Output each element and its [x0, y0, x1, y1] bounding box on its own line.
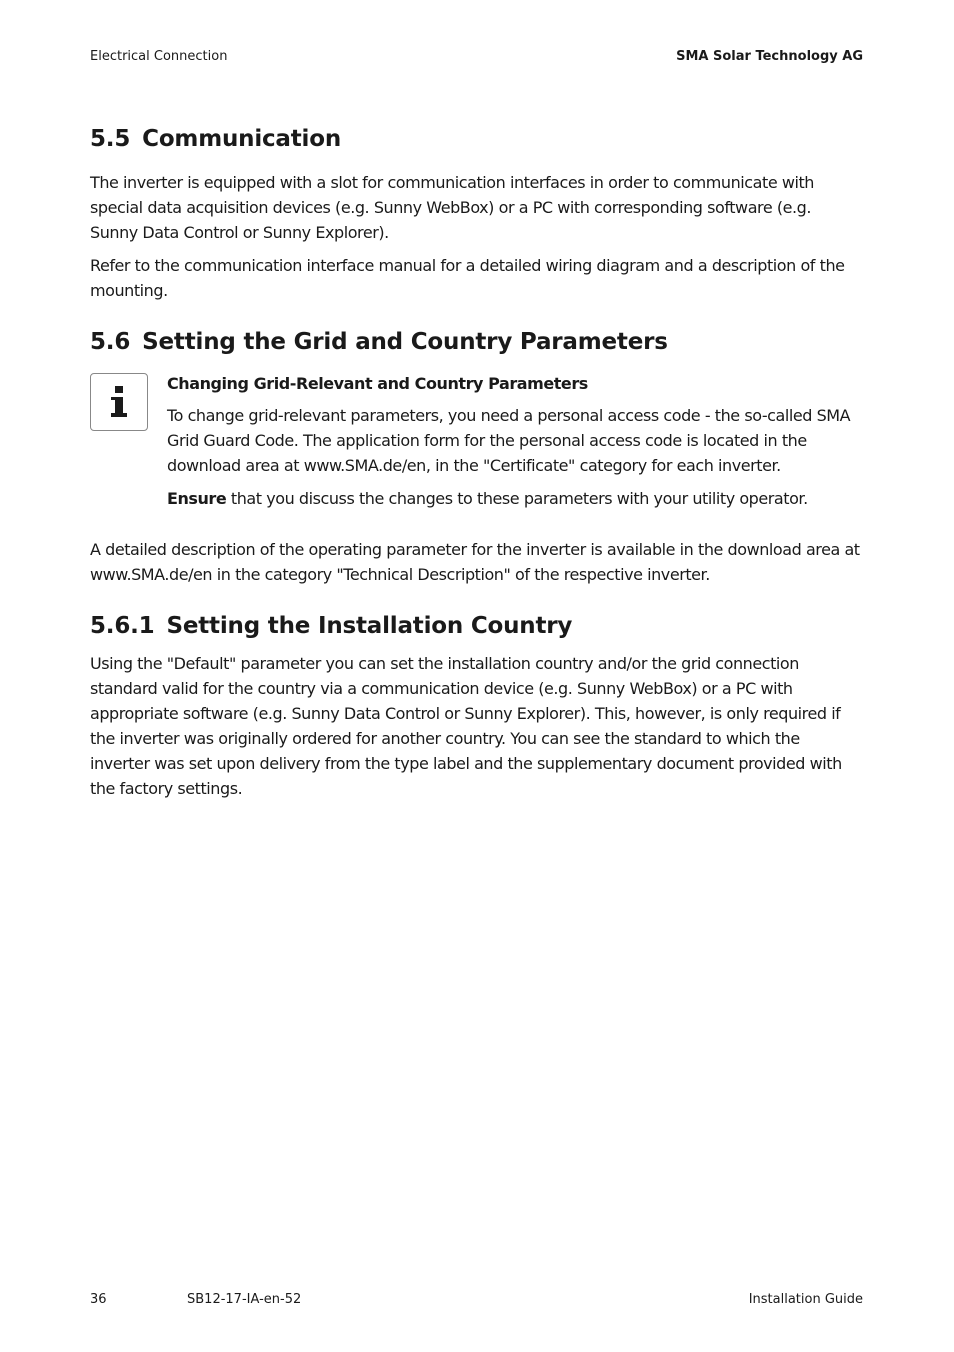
section-title: Setting the Grid and Country Parameters: [142, 329, 668, 355]
info-note-body: [167, 373, 863, 511]
info-note-ensure: [167, 486, 863, 511]
info-icon: [90, 373, 148, 431]
paragraph: Refer to the communication interface manual for a detailed wiring diagram and a description of the mounting.: [90, 256, 845, 300]
section-grid-country-parameters: [90, 325, 863, 587]
document-type: Installation Guide: [748, 1292, 863, 1307]
info-note-text: To change grid-relevant parameters, you need a personal access code - the so-called SMA Grid Guard Code. The application form for the personal access code is located in the download area at www.SMA.de/en, in the "Certificate" category for each inverter.: [167, 406, 851, 475]
section-heading-installation-country: [90, 609, 863, 643]
page-header: [90, 49, 863, 69]
ensure-text: that you discuss the changes to these parameters with your utility operator.: [226, 489, 808, 508]
section-communication: [90, 122, 863, 303]
section-number: 5.5: [90, 126, 131, 152]
info-note: [90, 373, 863, 511]
paragraph: The inverter is equipped with a slot for communication interfaces in order to communicate with special data acquisition devices (e.g. Sunny WebBox) or a PC with corresponding software (e.g. Sunny Data Control or Sunny Explorer).: [90, 173, 814, 242]
section-title: Communication: [142, 126, 342, 152]
section-number: 5.6.1: [90, 613, 155, 639]
page-footer: [90, 1292, 863, 1312]
section-number: 5.6: [90, 329, 131, 355]
section-title: Setting the Installation Country: [166, 613, 573, 639]
info-glyph: [108, 386, 130, 418]
page-number: 36: [90, 1292, 107, 1307]
header-company-name: SMA Solar Technology AG: [676, 49, 863, 64]
paragraph: Using the "Default" parameter you can set the installation country and/or the grid connection standard valid for the country via a communication device (e.g. Sunny WebBox) or a PC with appropriate software (e.g. Sunny Data Control or Sunny Explorer). This, however, is only required if the inverter was originally ordered for another country. You can see the standard to which the inverter was set upon delivery from the type label and the supplementary document provided with the factory settings.: [90, 654, 842, 798]
section-installation-country: [90, 609, 863, 801]
info-note-title: Changing Grid-Relevant and Country Parameters: [167, 374, 588, 393]
ensure-label: Ensure: [167, 489, 227, 508]
paragraph: A detailed description of the operating parameter for the inverter is available in the download area at www.SMA.de/en in the category "Technical Description" of the respective inverter.: [90, 540, 860, 584]
section-heading-grid-country: [90, 325, 863, 359]
document-code: SB12-17-IA-en-52: [187, 1292, 302, 1307]
section-heading-communication: [90, 122, 863, 156]
page-content: [90, 122, 863, 809]
header-section-name: Electrical Connection: [90, 49, 228, 64]
